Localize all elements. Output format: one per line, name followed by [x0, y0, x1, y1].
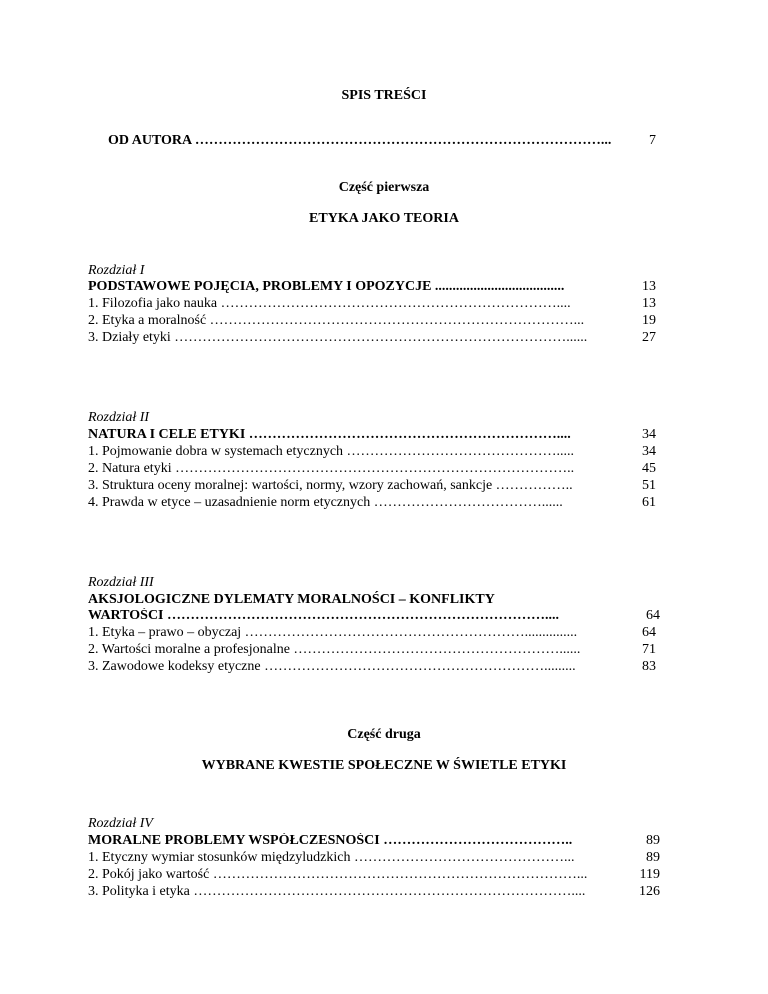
page-title: SPIS TREŚCI: [341, 88, 427, 103]
toc-item-text: 3. Struktura oceny moralnej: wartości, normy, wzory zachowań, sankcje ……………..: [88, 478, 573, 493]
chapter1-heading[interactable]: [88, 279, 628, 295]
chapter3-heading[interactable]: [88, 608, 628, 624]
toc-item-page: 61: [642, 495, 656, 510]
toc-item-page: 89: [646, 850, 660, 865]
toc-item-page: 83: [642, 659, 656, 674]
chapter2-heading-text: NATURA I CELE ETYKI …………………………………………………………....: [88, 427, 571, 442]
toc-item-text: 1. Pojmowanie dobra w systemach etycznych ……………………………………….....: [88, 444, 575, 459]
toc-item[interactable]: [88, 495, 628, 511]
chapter4-heading-page: 89: [646, 833, 660, 848]
chapter2-heading-page: 34: [642, 427, 656, 442]
toc-item-page: 126: [639, 884, 660, 899]
toc-item[interactable]: [88, 461, 628, 477]
toc-item-text: 3. Działy etyki …………………………………………………………………………......: [88, 330, 588, 345]
toc-item[interactable]: [88, 642, 628, 658]
toc-item-text: 2. Etyka a moralność ……………………………………………………………………...: [88, 313, 585, 328]
toc-author-label: OD AUTORA ……………………………………………………………………………...: [108, 133, 612, 148]
toc-item[interactable]: [88, 296, 628, 312]
toc-item-text: 1. Filozofia jako nauka ………………………………………………………………....: [88, 296, 571, 311]
chapter3-label: Rozdział III: [88, 575, 154, 590]
toc-item[interactable]: [88, 884, 628, 900]
chapter1-heading-page: 13: [642, 279, 656, 294]
toc-item[interactable]: [88, 330, 628, 346]
chapter3-heading-page: 64: [646, 608, 660, 623]
toc-item-text: 2. Wartości moralne a profesjonalne …………………………………………………......: [88, 642, 581, 657]
chapter3-heading-text: WARTOŚCI ………………………………………………………………………....: [88, 608, 559, 623]
toc-author-page: 7: [649, 133, 656, 148]
part1-title: ETYKA JAKO TEORIA: [309, 211, 459, 226]
toc-author-entry[interactable]: [108, 133, 628, 149]
toc-item-text: 1. Etyka – prawo – obyczaj ……………………………………………………...............: [88, 625, 578, 640]
toc-item-page: 64: [642, 625, 656, 640]
toc-item-page: 19: [642, 313, 656, 328]
toc-item[interactable]: [88, 850, 628, 866]
toc-item-page: 27: [642, 330, 656, 345]
toc-item-text: 3. Polityka i etyka ………………………………………………………………………....: [88, 884, 586, 899]
chapter1-label: Rozdział I: [88, 263, 145, 278]
toc-item-page: 71: [642, 642, 656, 657]
chapter4-heading[interactable]: [88, 833, 628, 849]
toc-item-page: 45: [642, 461, 656, 476]
part1-label: Część pierwsza: [338, 180, 430, 195]
toc-item[interactable]: [88, 867, 628, 883]
chapter4-label: Rozdział IV: [88, 816, 153, 831]
toc-item[interactable]: [88, 313, 628, 329]
chapter1-heading-text: PODSTAWOWE POJĘCIA, PROBLEMY I OPOZYCJE .....................................: [88, 279, 565, 294]
toc-item[interactable]: [88, 478, 628, 494]
part2-title: WYBRANE KWESTIE SPOŁECZNE W ŚWIETLE ETYKI: [201, 758, 567, 773]
toc-item-page: 34: [642, 444, 656, 459]
toc-item[interactable]: [88, 659, 628, 675]
toc-item-text: 4. Prawda w etyce – uzasadnienie norm etycznych ………………………………......: [88, 495, 563, 510]
toc-item[interactable]: [88, 625, 628, 641]
toc-item[interactable]: [88, 444, 628, 460]
chapter4-heading-text: MORALNE PROBLEMY WSPÓŁCZESNOŚCI …………………………………..: [88, 833, 573, 848]
toc-item-text: 3. Zawodowe kodeksy etyczne …………………………………………………….........: [88, 659, 576, 674]
toc-item-page: 13: [642, 296, 656, 311]
chapter2-heading[interactable]: [88, 427, 628, 443]
chapter2-label: Rozdział II: [88, 410, 150, 425]
toc-item-text: 1. Etyczny wymiar stosunków międzyludzkich ………………………………………...: [88, 850, 575, 865]
toc-item-text: 2. Pokój jako wartość ……………………………………………………………………...: [88, 867, 588, 882]
toc-item-page: 119: [639, 867, 660, 882]
toc-item-text: 2. Natura etyki …………………………………………………………………………..: [88, 461, 575, 476]
chapter3-heading-line1: AKSJOLOGICZNE DYLEMATY MORALNOŚCI – KONFLIKTY: [88, 592, 495, 607]
part2-label: Część druga: [347, 727, 421, 742]
toc-item-page: 51: [642, 478, 656, 493]
